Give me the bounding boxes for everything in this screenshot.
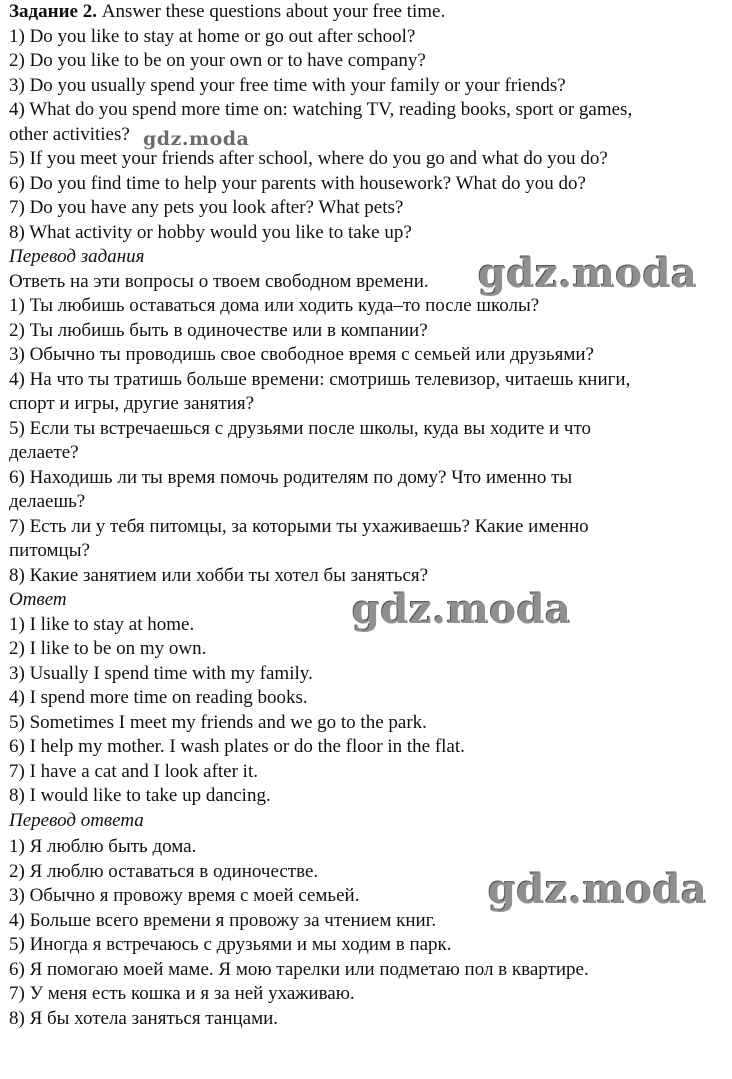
answer-list xyxy=(9,613,724,809)
task-header xyxy=(9,0,724,25)
translation-answer-line: 2) Я люблю оставаться в одиночестве. xyxy=(9,860,319,882)
answer-line: 1) I like to stay at home. xyxy=(9,613,195,635)
translation-line: 1) Ты любишь оставаться дома или ходить куда–то после школы? xyxy=(9,295,540,316)
translation-line: 5) Если ты встречаешься с друзьями после школы, куда вы ходите и что xyxy=(9,417,592,439)
answer-line: 2) I like to be on my own. xyxy=(9,638,207,659)
task-label: Задание 2. xyxy=(9,1,97,22)
task-instruction: Answer these questions about your free time. xyxy=(96,1,446,22)
translation-line: 2) Ты любишь быть в одиночестве или в компании? xyxy=(9,319,428,341)
question-line: 3) Do you usually spend your free time with your family or your friends? xyxy=(9,74,566,96)
translation-line: 4) На что ты тратишь больше времени: смотришь телевизор, читаешь книги, xyxy=(9,368,631,390)
answer-line: 7) I have a cat and I look after it. xyxy=(9,760,258,782)
answer-line: 4) I spend more time on reading books. xyxy=(9,687,308,708)
translation-answer-line: 8) Я бы хотела заняться танцами. xyxy=(9,1007,279,1029)
answer-heading: Ответ xyxy=(9,589,67,610)
question-line: 4) What do you spend more time on: watching TV, reading books, sport or games, xyxy=(9,99,633,120)
question-line: 5) If you meet your friends after school, where do you go and what do you do? xyxy=(9,148,608,169)
questions-list xyxy=(9,25,724,246)
translation-answer-heading: Перевод ответа xyxy=(9,809,144,831)
translation-answer-line: 3) Обычно я провожу время с моей семьей. xyxy=(9,885,360,906)
watermark-logo: gdz.moda xyxy=(352,586,572,633)
watermark-logo: gdz.moda xyxy=(478,250,698,297)
translation-answer-line: 6) Я помогаю моей маме. Я мою тарелки или подметаю пол в квартире. xyxy=(9,958,589,980)
translation-answer-line: 5) Иногда я встречаюсь с друзьями и мы ходим в парк. xyxy=(9,934,452,955)
translation-line: спорт и игры, другие занятия? xyxy=(9,393,255,414)
translation-line: 7) Есть ли у тебя питомцы, за которыми ты ухаживаешь? Какие именно xyxy=(9,515,589,537)
answer-line: 6) I help my mother. I wash plates or do the floor in the flat. xyxy=(9,736,465,757)
question-line: 6) Do you find time to help your parents with housework? What do you do? xyxy=(9,172,586,194)
translation-line: 8) Какие занятием или хобби ты хотел бы заняться? xyxy=(9,564,429,586)
translation-answer-line: 4) Больше всего времени я провожу за чтением книг. xyxy=(9,909,437,931)
answer-line: 8) I would like to take up dancing. xyxy=(9,785,271,806)
translation-line: 3) Обычно ты проводишь свое свободное время с семьей или друзьями? xyxy=(9,344,594,365)
watermark-logo: gdz.moda xyxy=(488,866,708,913)
translation-answer-line: 7) У меня есть кошка и я за ней ухаживаю. xyxy=(9,983,355,1004)
translation-line: делаете? xyxy=(9,442,79,463)
translation-task-list xyxy=(9,294,724,588)
question-line: 2) Do you like to be on your own or to have company? xyxy=(9,50,426,71)
question-line: 1) Do you like to stay at home or go out after school? xyxy=(9,25,416,47)
answer-line: 3) Usually I spend time with my family. xyxy=(9,662,313,684)
translation-task-intro: Ответь на эти вопросы о твоем свободном времени. xyxy=(9,270,429,292)
translation-answer-line: 1) Я люблю быть дома. xyxy=(9,836,197,857)
question-line: 8) What activity or hobby would you like to take up? xyxy=(9,221,412,243)
translation-task-heading: Перевод задания xyxy=(9,246,145,267)
translation-line: 6) Находишь ли ты время помочь родителям по дому? Что именно ты xyxy=(9,466,573,488)
question-line: other activities? xyxy=(9,123,130,145)
translation-line: питомцы? xyxy=(9,540,90,561)
translation-answer-list xyxy=(9,835,724,1031)
watermark-small: gdz.moda xyxy=(143,128,250,150)
question-line: 7) Do you have any pets you look after? What pets? xyxy=(9,197,404,218)
answer-line: 5) Sometimes I meet my friends and we go to the park. xyxy=(9,711,427,733)
translation-line: делаешь? xyxy=(9,491,86,512)
